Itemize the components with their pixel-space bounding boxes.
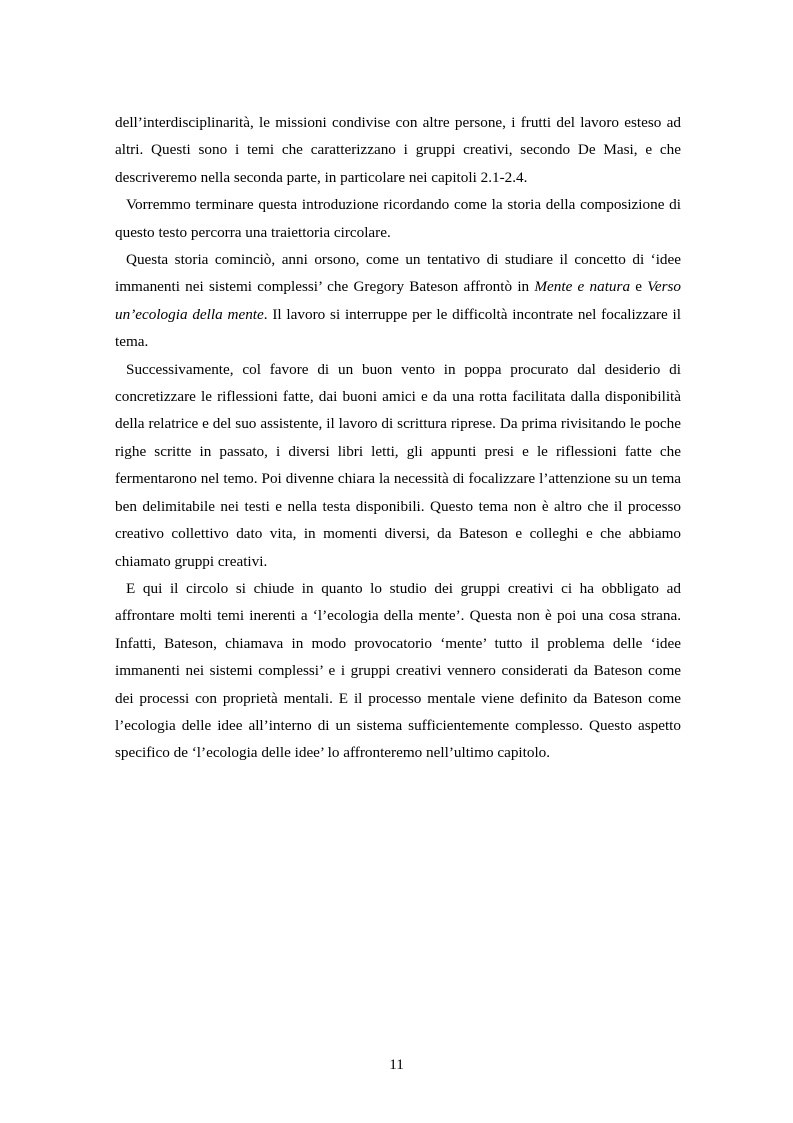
paragraph-2 (115, 191, 681, 246)
page-number: 11 (389, 1056, 404, 1073)
book-title-mente-e-natura: Mente e natura (534, 278, 631, 296)
paragraph-3-text-c: . Il lavoro si interruppe per le difficoltà incontrate nel focalizzare il tema. (115, 305, 681, 351)
paragraph-5-text: E qui il circolo si chiude in quanto lo studio dei gruppi creativi ci ha obbligato ad affrontare molti temi inerenti a ‘l’ecologia della mente’. Questa non è poi una cosa strana. Infatti, Bateson, chiamava in modo provocatorio ‘mente’ tutto il problema delle ‘idee immanenti nei sistemi complessi’ e i gruppi creativi vennero considerati da Bateson come dei processi con proprietà mentali. E il processo mentale viene definito da Bateson come l’ecologia delle idee all’interno di un sistema sufficientemente complesso. Questo aspetto specifico de ‘l’ecologia delle idee’ lo affronteremo nell’ultimo capitolo. (115, 579, 681, 762)
paragraph-4 (115, 356, 681, 575)
paragraph-4-text: Successivamente, col favore di un buon vento in poppa procurato dal desiderio di concretizzare le riflessioni fatte, dai buoni amici e da una rotta facilitata dalla disponibilità della relatrice e del suo assistente, il lavoro di scrittura riprese. Da prima rivisitando le poche righe scritte in passato, i diversi libri letti, gli appunti presi e le riflessioni fatte che fermentarono nel temo. Poi divenne chiara la necessità di focalizzare l’attenzione su un tema ben delimitabile nei testi e nella testa disponibili. Questo tema non è altro che il processo creativo collettivo dato vita, in momenti diversi, da Bateson e colleghi e che abbiamo chiamato gruppi creativi. (115, 360, 681, 570)
paragraph-2-text: Vorremmo terminare questa introduzione ricordando come la storia della composizione di questo testo percorra una traiettoria circolare. (115, 196, 681, 241)
paragraph-3-text-a: Questa storia cominciò, anni orsono, come un tentativo di studiare il concetto di ‘idee immanenti nei sistemi complessi’ che Gregory Bateson affrontò in (115, 251, 681, 296)
page-body (115, 109, 681, 767)
paragraph-3-text-b: e (630, 278, 648, 296)
paragraph-1-text: dell’interdisciplinarità, le missioni condivise con altre persone, i frutti del lavoro esteso ad altri. Questi sono i temi che caratterizzano i gruppi creativi, secondo De Masi, e che descriveremo nella seconda parte, in particolare nei capitoli 2.1-2.4. (115, 114, 681, 186)
paragraph-1 (115, 109, 681, 191)
paragraph-5 (115, 575, 681, 767)
book-title-verso-un-ecologia: Verso un’ecologia della mente (115, 278, 682, 323)
paragraph-3 (115, 246, 681, 356)
